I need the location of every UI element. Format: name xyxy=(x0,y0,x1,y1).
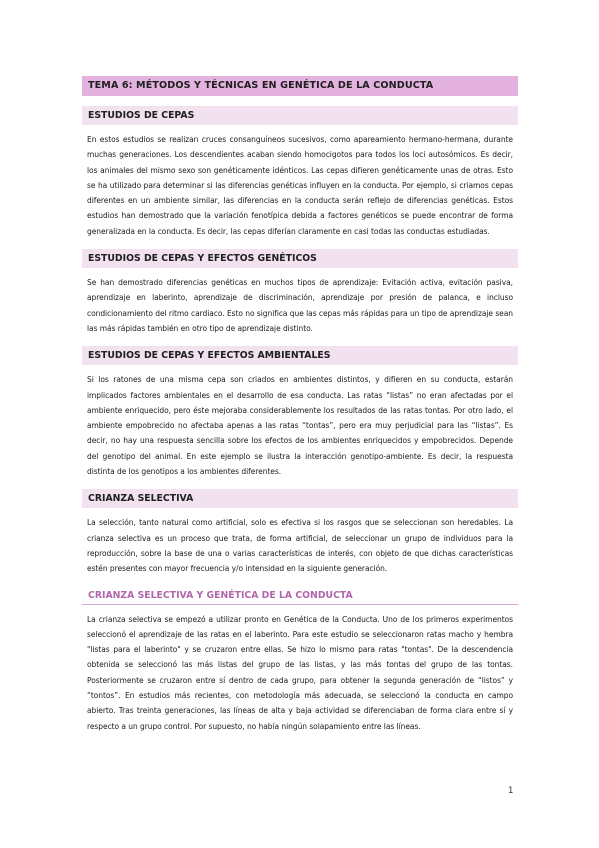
section-heading-crianza-genetica: CRIANZA SELECTIVA Y GENÉTICA DE LA CONDUCTA xyxy=(82,587,518,605)
section-heading-efectos-geneticos: ESTUDIOS DE CEPAS Y EFECTOS GENÉTICOS xyxy=(82,249,518,268)
page-title: TEMA 6: MÉTODOS Y TÉCNICAS EN GENÉTICA DE LA CONDUCTA xyxy=(82,76,518,96)
section-text-crianza-selectiva: La selección, tanto natural como artificial, solo es efectiva si los rasgos que se seleccionan son heredables. La crianza selectiva es un proceso que trata, de forma artificial, de seleccionar un grupo de individuos para la reproducción, sobre la base de una o varias características de interés, con objeto de que dichas características estén presentes con mayor frecuencia y/o intensidad en la siguiente generación. xyxy=(87,518,513,574)
document-page xyxy=(82,76,518,744)
section-text-efectos-geneticos: Se han demostrado diferencias genéticas en muchos tipos de aprendizaje: Evitación activa, evitación pasiva, aprendizaje en laberinto, aprendizaje de discriminación, aprendizaje por presión de palanca, e incluso condicionamiento del ritmo cardiaco. Esto no significa que las cepas más rápidas para un tipo de aprendizaje sean las más rápidas también en otro tipo de aprendizaje distinto. xyxy=(87,278,513,333)
section-heading-efectos-ambientales: ESTUDIOS DE CEPAS Y EFECTOS AMBIENTALES xyxy=(82,346,518,365)
section-heading-crianza-selectiva: CRIANZA SELECTIVA xyxy=(82,489,518,508)
section-text-efectos-ambientales: Si los ratones de una misma cepa son criados en ambientes distintos, y difieren en su conducta, estarán implicados factores ambientales en el desarrollo de esa conducta. Las ratas “listas” no eran afectadas por el ambiente enriquecido, pero éste mejoraba considerablemente los resultados de las ratas tontas. Por otro lado, el ambiente empobrecido no afectaba apenas a las ratas “tontas”, pero era muy perjudicial para las “listas”. Es decir, no hay una respuesta sencilla sobre los efectos de los ambientes enriquecidos y empobrecidos. Depende del genotipo del animal. En este ejemplo se ilustra la interacción genotipo-ambiente. Es decir, la respuesta distinta de los genotipos a los ambientes diferentes. xyxy=(87,375,513,477)
section-text-estudios-cepas: En estos estudios se realizan cruces consanguíneos sucesivos, como apareamiento hermano-hermana, durante muchas generaciones. Los descendientes acaban siendo homocigotos para todos los loci autosómicos. Es decir, los animales del mismo sexo son genéticamente idénticos. Las cepas difieren genéticamente unas de otras. Esto se ha utilizado para determinar si las diferencias genéticas influyen en la conducta. Por ejemplo, si criamos cepas diferentes en un ambiente similar, las diferencias en la conducta serán reflejo de diferencias genéticas. Estos estudios han demostrado que la variación fenotípica debida a factores genéticos se puede encontrar de forma generalizada en la conducta. Es decir, las cepas diferían claramente en casi todas las conductas estudiadas. xyxy=(87,135,513,236)
section-text-crianza-genetica: La crianza selectiva se empezó a utilizar pronto en Genética de la Conducta. Uno de los primeros experimentos seleccionó el aprendizaje de las ratas en el laberinto. Para este estudio se seleccionaron ratas macho y hembra "listas para el laberinto" y se cruzaron entre ellas. Se hizo lo mismo para ratas "tontas". De la descendencia obtenida se seleccionó las más listas del grupo de las listas, y las más tontas del grupo de las tontas. Posteriormente se cruzaron entre sí dentro de cada grupo, para obtener la segunda generación de “listos” y “tontos”. En estudios más recientes, con metodología más adecuada, se seleccionó la conducta en campo abierto. Tras treinta generaciones, las líneas de alta y baja actividad se diferenciaban de forma clara entre sí y respecto a un grupo control. Por supuesto, no había ningún solapamiento entre las líneas. xyxy=(87,614,513,731)
section-heading-estudios-cepas: ESTUDIOS DE CEPAS xyxy=(82,106,518,125)
page-number: 1 xyxy=(508,786,514,796)
